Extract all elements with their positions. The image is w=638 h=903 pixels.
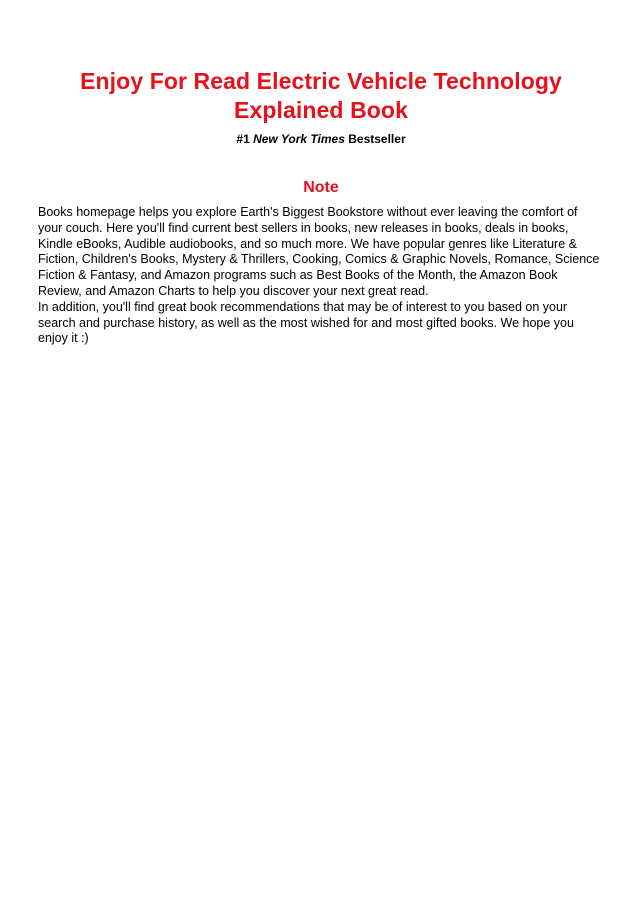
note-paragraph-1: Books homepage helps you explore Earth's Biggest Bookstore without ever leaving the comfort of your couch. Here you'll find current best sellers in books, new releases in books, deals in books, Kindle eBooks, Audible audiobooks, and so much more. We have popular genres like Literature & Fiction, Children's Books, Mystery & Thrillers, Cooking, Comics & Graphic Novels, Romance, Science Fiction & Fantasy, and Amazon programs such as Best Books of the Month, the Amazon Book Review, and Amazon Charts to help you discover your next great read. bbox=[38, 205, 600, 298]
bestseller-publication: New York Times bbox=[253, 132, 345, 146]
note-body bbox=[38, 205, 604, 347]
bestseller-line bbox=[38, 131, 604, 147]
note-heading: Note bbox=[303, 179, 339, 196]
note-paragraph-2: In addition, you'll find great book recommendations that may be of interest to you based on your search and purchase history, as well as the most wished for and most gifted books. We hope you enjoy it :) bbox=[38, 299, 574, 346]
bestseller-suffix: Bestseller bbox=[344, 132, 406, 146]
bestseller-prefix: #1 bbox=[236, 132, 254, 146]
document-title: Enjoy For Read Electric Vehicle Technology Explained Book bbox=[80, 68, 562, 123]
